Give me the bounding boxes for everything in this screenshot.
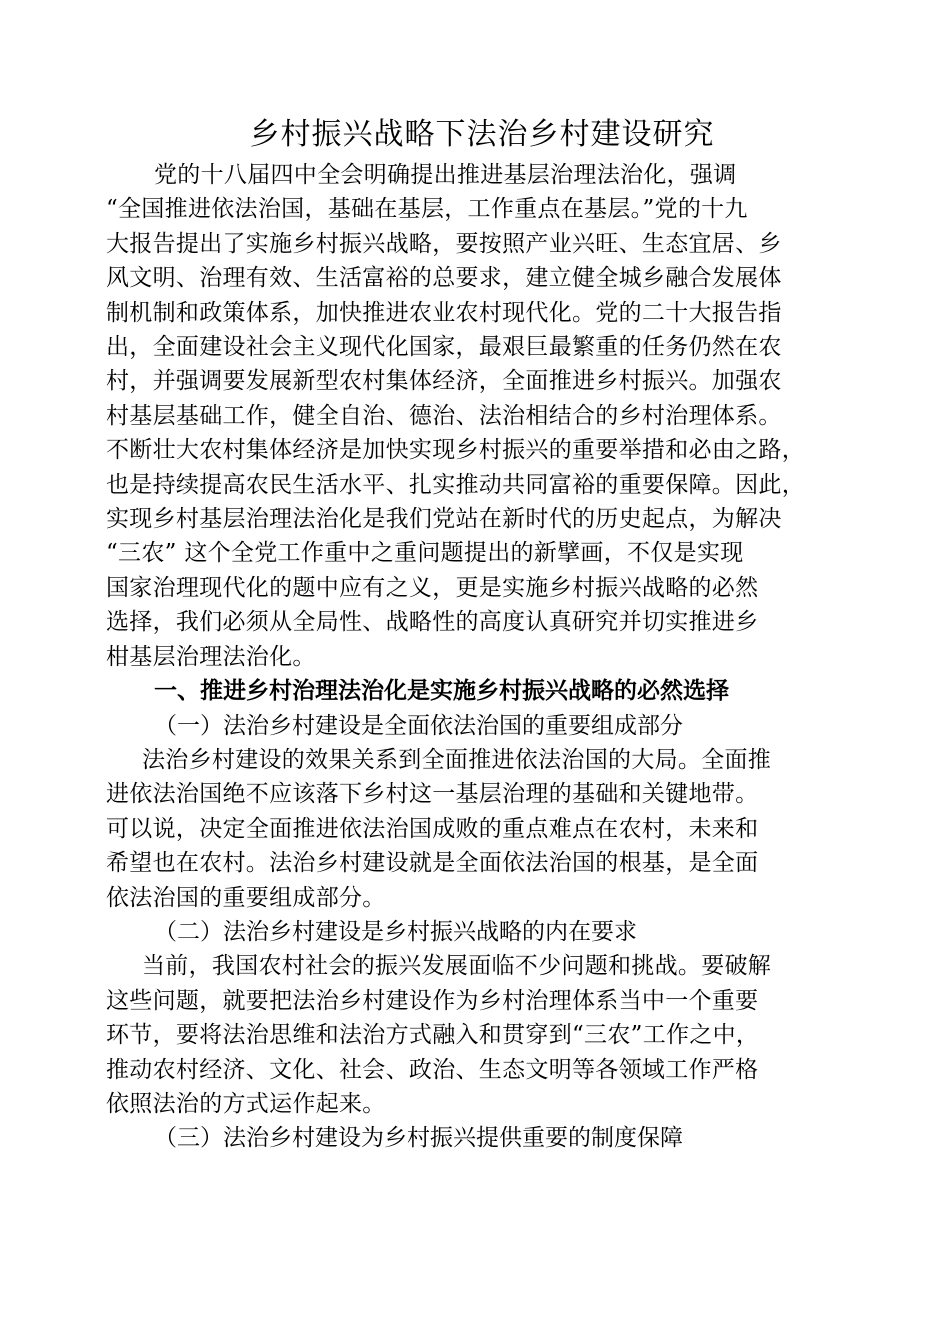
paragraph-line: 进依法治国绝不应该落下乡村这一基层治理的基础和关键地带。 xyxy=(106,781,759,808)
paragraph-line: 希望也在农村。法治乡村建设就是全面依法治国的根基，是全面 xyxy=(106,850,759,877)
subsection-heading: （二）法治乡村建设是乡村振兴战略的内在要求 xyxy=(154,918,637,945)
document-title: 乡村振兴战略下法治乡村建设研究 xyxy=(249,117,715,152)
document-page xyxy=(106,112,858,1156)
paragraph-line: 环节，要将法治思维和法治方式融入和贯穿到“三农”工作之中， xyxy=(106,1022,760,1049)
subsection-paragraph xyxy=(106,743,858,915)
paragraph-line: 不断壮大农村集体经济是加快实现乡村振兴的重要举措和必由之路， xyxy=(106,437,805,464)
paragraph-line: 这些问题，就要把法治乡村建设作为乡村治理体系当中一个重要 xyxy=(106,987,759,1014)
paragraph-line: 出，全面建设社会主义现代化国家，最艰巨最繁重的任务仍然在农 xyxy=(106,334,782,361)
paragraph-line: 选择，我们必须从全局性、战略性的高度认真研究并切实推进乡 xyxy=(106,609,759,636)
paragraph-line: 推动农村经济、文化、社会、政治、生态文明等各领域工作严格 xyxy=(106,1056,759,1083)
paragraph-line: 实现乡村基层治理法治化是我们党站在新时代的历史起点，为解决 xyxy=(106,506,782,533)
paragraph-line: 也是持续提高农民生活水平、扎实推动共同富裕的重要保障。因此， xyxy=(106,471,805,498)
paragraph-line: 大报告提出了实施乡村振兴战略，要按照产业兴旺、生态宜居、乡 xyxy=(106,230,782,257)
paragraph-line: 制机制和政策体系，加快推进农业农村现代化。党的二十大报告指 xyxy=(106,299,782,326)
paragraph-line: 法治乡村建设的效果关系到全面推进依法治国的大局。全面推 xyxy=(142,746,772,773)
section-heading: 一、推进乡村治理法治化是实施乡村振兴战略的必然选择 xyxy=(154,677,729,705)
paragraph-line: 当前，我国农村社会的振兴发展面临不少问题和挑战。要破解 xyxy=(142,953,772,980)
paragraph-line: 村，并强调要发展新型农村集体经济，全面推进乡村振兴。加强农 xyxy=(106,368,782,395)
paragraph-line: 国家治理现代化的题中应有之义，更是实施乡村振兴战略的必然 xyxy=(106,574,759,601)
subsection-heading: （三）法治乡村建设为乡村振兴提供重要的制度保障 xyxy=(154,1125,683,1152)
paragraph-line: “三农” 这个全党工作重中之重问题提出的新擘画，不仅是实现 xyxy=(106,540,744,567)
paragraph-line: 依法治国的重要组成部分。 xyxy=(106,884,386,911)
paragraph-line: 柑基层治理法治化。 xyxy=(106,643,316,670)
paragraph-line: “全国推进依法治国，基础在基层，工作重点在基层。”党的十九 xyxy=(106,196,748,223)
subsection-paragraph xyxy=(106,949,858,1121)
paragraph-line: 村基层基础工作，健全自治、德治、法治相结合的乡村治理体系。 xyxy=(106,402,782,429)
intro-paragraph xyxy=(106,158,858,674)
paragraph-line: 依照法治的方式运作起来。 xyxy=(106,1090,386,1117)
paragraph-line: 可以说，决定全面推进依法治国成败的重点难点在农村，未来和 xyxy=(106,815,759,842)
paragraph-line: 党的十八届四中全会明确提出推进基层治理法治化，强调 xyxy=(154,162,737,188)
subsection-heading: （一）法治乡村建设是全面依法治国的重要组成部分 xyxy=(154,712,683,739)
paragraph-line: 风文明、治理有效、生活富裕的总要求，建立健全城乡融合发展体 xyxy=(106,265,782,292)
